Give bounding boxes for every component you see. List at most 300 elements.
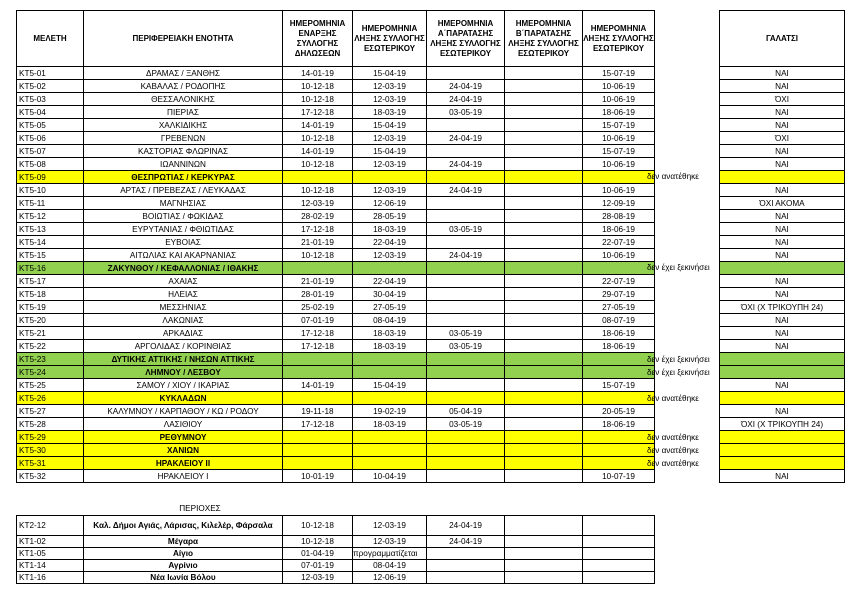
row-region: ΑΡΤΑΣ / ΠΡΕΒΕΖΑΣ / ΛΕΥΚΑΔΑΣ [84,184,283,197]
row-code: ΚΤ5-01 [17,67,84,80]
row-end-date: 15-04-19 [353,119,427,132]
row-end-date: 22-04-19 [353,236,427,249]
row-start-date: 12-03-19 [283,197,353,210]
row-note: δεν έχει ξεκινήσει [647,263,710,273]
galatsi-row [720,145,845,158]
row-start-date: 10-12-18 [283,93,353,106]
area-empty [583,572,655,584]
row-a-extension [427,119,505,132]
row-b-extension [505,392,583,405]
areas-title: ΠΕΡΙΟΧΕΣ [179,504,221,513]
row-start-date: 17-12-18 [283,340,353,353]
row-region: ΡΕΘΥΜΝΟΥ [84,431,283,444]
row-end-date: 18-03-19 [353,106,427,119]
table-row [17,457,655,470]
table-row [17,210,655,223]
area-code: ΚΤ1-05 [17,548,84,560]
row-region: ΣΑΜΟΥ / ΧΙΟΥ / ΙΚΑΡΙΑΣ [84,379,283,392]
table-row [17,340,655,353]
row-code: ΚΤ5-05 [17,119,84,132]
row-end2-date: 10-06-19 [583,158,655,171]
row-start-date: 17-12-18 [283,106,353,119]
row-end2-date: 10-06-19 [583,184,655,197]
row-end2-date: 10-06-19 [583,80,655,93]
row-a-extension: 24-04-19 [427,184,505,197]
header-b-paratasi: ΗΜΕΡΟΜΗΝΙΑ Β΄ΠΑΡΑΤΑΣΗΣ ΛΗΞΗΣ ΣΥΛΛΟΓΗΣ ΕΣΩΤΕΡΙΚΟΥ [505,11,583,67]
table-row [17,366,655,379]
row-region: ΓΡΕΒΕΝΩΝ [84,132,283,145]
row-code: ΚΤ5-03 [17,93,84,106]
row-code: ΚΤ5-28 [17,418,84,431]
galatsi-table [719,10,845,483]
area-a-extension [427,560,505,572]
header-lixi: ΗΜΕΡΟΜΗΝΙΑ ΛΗΞΗΣ ΣΥΛΛΟΓΗΣ ΕΣΩΤΕΡΙΚΟΥ [353,11,427,67]
row-end-date: 30-04-19 [353,288,427,301]
galatsi-row [720,249,845,262]
galatsi-value: ΌΧΙ (Χ ΤΡΙΚΟΥΠΗ 24) [720,301,845,314]
row-b-extension [505,236,583,249]
row-note: δεν ανατέθηκε [647,393,699,403]
row-code: ΚΤ5-11 [17,197,84,210]
row-a-extension [427,457,505,470]
row-b-extension [505,80,583,93]
row-end2-date: 22-07-19 [583,236,655,249]
row-note: δεν ανατέθηκε [647,458,699,468]
row-start-date: 17-12-18 [283,223,353,236]
row-a-extension [427,236,505,249]
row-start-date: 14-01-19 [283,145,353,158]
galatsi-value [720,366,845,379]
galatsi-row [720,158,845,171]
row-end2-date: 10-06-19 [583,93,655,106]
row-start-date: 10-01-19 [283,470,353,483]
row-end-date: 27-05-19 [353,301,427,314]
area-name: Καλ. Δήμοι Αγιάς, Λάρισας, Κιλελέρ, Φάρσαλα [84,516,283,536]
row-a-extension: 03-05-19 [427,106,505,119]
area-a-extension [427,548,505,560]
row-code: ΚΤ5-08 [17,158,84,171]
row-region: ΗΡΑΚΛΕΙΟΥ ΙΙ [84,457,283,470]
areas-table [16,515,655,584]
galatsi-row [720,262,845,275]
table-row [17,444,655,457]
row-region: ΘΕΣΣΑΛΟΝΙΚΗΣ [84,93,283,106]
row-note: δεν ανατέθηκε [647,445,699,455]
row-end2-date [583,353,655,366]
galatsi-value: ΝΑΙ [720,145,845,158]
galatsi-row [720,210,845,223]
row-b-extension [505,67,583,80]
galatsi-value: ΝΑΙ [720,236,845,249]
row-code: ΚΤ5-04 [17,106,84,119]
row-region: ΙΩΑΝΝΙΝΩΝ [84,158,283,171]
main-table [16,10,655,483]
area-row [17,516,655,536]
area-name: Νέα Ιωνία Βόλου [84,572,283,584]
galatsi-value [720,353,845,366]
row-b-extension [505,470,583,483]
row-end2-date [583,431,655,444]
area-empty [505,548,583,560]
row-b-extension [505,301,583,314]
row-a-extension [427,366,505,379]
galatsi-row [720,197,845,210]
row-end-date: 18-03-19 [353,418,427,431]
galatsi-value: ΝΑΙ [720,379,845,392]
table-row [17,262,655,275]
galatsi-value: ΌΧΙ (Χ ΤΡΙΚΟΥΠΗ 24) [720,418,845,431]
table-row [17,80,655,93]
row-b-extension [505,327,583,340]
row-b-extension [505,418,583,431]
row-a-extension: 24-04-19 [427,249,505,262]
row-code: ΚΤ5-12 [17,210,84,223]
galatsi-value: ΝΑΙ [720,67,845,80]
table-row [17,223,655,236]
area-start-date: 07-01-19 [283,560,353,572]
area-row [17,572,655,584]
row-code: ΚΤ5-24 [17,366,84,379]
row-b-extension [505,145,583,158]
row-a-extension [427,353,505,366]
table-row [17,275,655,288]
table-row [17,106,655,119]
galatsi-row [720,80,845,93]
table-row [17,197,655,210]
row-a-extension: 03-05-19 [427,340,505,353]
galatsi-row [720,418,845,431]
row-b-extension [505,132,583,145]
row-end-date: 15-04-19 [353,145,427,158]
row-a-extension: 24-04-19 [427,93,505,106]
row-region: ΜΕΣΣΗΝΙΑΣ [84,301,283,314]
row-a-extension [427,67,505,80]
table-row [17,119,655,132]
row-end-date [353,262,427,275]
row-code: ΚΤ5-09 [17,171,84,184]
galatsi-row [720,67,845,80]
row-start-date: 07-01-19 [283,314,353,327]
row-end2-date: 18-06-19 [583,106,655,119]
row-region: ΑΧΑΙΑΣ [84,275,283,288]
row-note: δεν έχει ξεκινήσει [647,354,710,364]
header-enarxi: ΗΜΕΡΟΜΗΝΙΑ ΕΝΑΡΞΗΣ ΣΥΛΛΟΓΗΣ ΔΗΛΩΣΕΩΝ [283,11,353,67]
row-start-date: 25-02-19 [283,301,353,314]
row-start-date [283,171,353,184]
row-code: ΚΤ5-06 [17,132,84,145]
row-region: ΚΑΣΤΟΡΙΑΣ ΦΛΩΡΙΝΑΣ [84,145,283,158]
row-start-date: 10-12-18 [283,184,353,197]
row-code: ΚΤ5-13 [17,223,84,236]
row-a-extension [427,145,505,158]
row-end2-date: 15-07-19 [583,145,655,158]
row-end2-date: 22-07-19 [583,275,655,288]
area-end-date: 08-04-19 [353,560,427,572]
row-region: ΘΕΣΠΡΩΤΙΑΣ / ΚΕΡΚΥΡΑΣ [84,171,283,184]
row-code: ΚΤ5-31 [17,457,84,470]
row-end-date: 12-03-19 [353,80,427,93]
row-b-extension [505,184,583,197]
galatsi-value: ΝΑΙ [720,327,845,340]
row-end2-date: 29-07-19 [583,288,655,301]
row-end2-date: 18-06-19 [583,223,655,236]
galatsi-value: ΝΑΙ [720,275,845,288]
galatsi-row [720,392,845,405]
table-row [17,288,655,301]
area-empty [505,536,583,548]
row-code: ΚΤ5-25 [17,379,84,392]
row-start-date: 14-01-19 [283,119,353,132]
galatsi-value [720,171,845,184]
row-end-date: 10-04-19 [353,470,427,483]
galatsi-value: ΝΑΙ [720,210,845,223]
row-note: δεν ανατέθηκε [647,432,699,442]
galatsi-value: ΝΑΙ [720,249,845,262]
row-region: ΑΙΤΩΛΙΑΣ ΚΑΙ ΑΚΑΡΝΑΝΙΑΣ [84,249,283,262]
row-code: ΚΤ5-22 [17,340,84,353]
row-end-date: 28-05-19 [353,210,427,223]
galatsi-value: ΝΑΙ [720,184,845,197]
table-row [17,171,655,184]
galatsi-value [720,431,845,444]
row-end-date: 12-06-19 [353,197,427,210]
row-end2-date: 18-06-19 [583,418,655,431]
row-end2-date: 10-06-19 [583,132,655,145]
area-a-extension: 24-04-19 [427,516,505,536]
area-empty [583,548,655,560]
row-code: ΚΤ5-15 [17,249,84,262]
row-code: ΚΤ5-18 [17,288,84,301]
table-row [17,93,655,106]
row-code: ΚΤ5-16 [17,262,84,275]
galatsi-value: ΌΧΙ ΑΚΟΜΑ [720,197,845,210]
row-b-extension [505,366,583,379]
row-a-extension [427,392,505,405]
table-row [17,67,655,80]
row-start-date: 21-01-19 [283,236,353,249]
galatsi-row [720,431,845,444]
row-end-date [353,457,427,470]
row-a-extension [427,301,505,314]
row-start-date [283,444,353,457]
row-end-date: 18-03-19 [353,327,427,340]
galatsi-row [720,171,845,184]
galatsi-row [720,457,845,470]
row-region: ΚΥΚΛΑΔΩΝ [84,392,283,405]
header-lixi2: ΗΜΕΡΟΜΗΝΙΑ ΛΗΞΗΣ ΣΥΛΛΟΓΗΣ ΕΣΩΤΕΡΙΚΟΥ [583,11,655,67]
row-b-extension [505,340,583,353]
area-a-extension: 24-04-19 [427,536,505,548]
area-row [17,560,655,572]
row-start-date [283,431,353,444]
row-region: ΔΥΤΙΚΗΣ ΑΤΤΙΚΗΣ / ΝΗΣΩΝ ΑΤΤΙΚΗΣ [84,353,283,366]
row-end2-date: 08-07-19 [583,314,655,327]
row-end-date: 15-04-19 [353,67,427,80]
row-a-extension: 05-04-19 [427,405,505,418]
header-galatsi: ΓΑΛΑΤΣΙ [720,11,845,67]
galatsi-row [720,301,845,314]
table-row [17,158,655,171]
row-code: ΚΤ5-02 [17,80,84,93]
galatsi-value: ΝΑΙ [720,119,845,132]
row-region: ΕΥΡΥΤΑΝΙΑΣ / ΦΘΙΩΤΙΔΑΣ [84,223,283,236]
row-code: ΚΤ5-21 [17,327,84,340]
row-region: ΗΛΕΙΑΣ [84,288,283,301]
row-start-date [283,262,353,275]
row-a-extension [427,379,505,392]
table-row [17,327,655,340]
galatsi-value [720,444,845,457]
row-start-date: 14-01-19 [283,379,353,392]
row-start-date: 10-12-18 [283,249,353,262]
galatsi-row [720,184,845,197]
row-end2-date [583,171,655,184]
galatsi-row [720,132,845,145]
row-region: ΕΥΒΟΙΑΣ [84,236,283,249]
row-a-extension: 03-05-19 [427,327,505,340]
row-start-date: 10-12-18 [283,132,353,145]
row-end-date [353,366,427,379]
area-row [17,536,655,548]
area-a-extension [427,572,505,584]
galatsi-row [720,379,845,392]
row-end-date: 12-03-19 [353,184,427,197]
row-b-extension [505,405,583,418]
galatsi-value: ΌΧΙ [720,93,845,106]
row-start-date: 28-02-19 [283,210,353,223]
row-start-date [283,366,353,379]
row-code: ΚΤ5-17 [17,275,84,288]
area-empty [583,536,655,548]
row-end-date: 19-02-19 [353,405,427,418]
row-start-date: 28-01-19 [283,288,353,301]
row-region: ΛΑΚΩΝΙΑΣ [84,314,283,327]
row-start-date: 19-11-18 [283,405,353,418]
row-region: ΜΑΓΝΗΣΙΑΣ [84,197,283,210]
row-b-extension [505,93,583,106]
header-melethi: ΜΕΛΕΤΗ [17,11,84,67]
row-start-date: 21-01-19 [283,275,353,288]
row-note: δεν ανατέθηκε [647,172,699,182]
table-row [17,314,655,327]
row-b-extension [505,444,583,457]
row-a-extension [427,275,505,288]
row-region: ΚΑΒΑΛΑΣ / ΡΟΔΟΠΗΣ [84,80,283,93]
row-b-extension [505,379,583,392]
galatsi-value: ΝΑΙ [720,470,845,483]
area-name: Μέγαρα [84,536,283,548]
row-note: δεν έχει ξεκινήσει [647,367,710,377]
row-end2-date [583,457,655,470]
row-end-date [353,171,427,184]
galatsi-value [720,457,845,470]
row-start-date: 17-12-18 [283,418,353,431]
header-periferiaki: ΠΕΡΙΦΕΡΕΙΑΚΗ ΕΝΟΤΗΤΑ [84,11,283,67]
row-b-extension [505,262,583,275]
row-end2-date [583,392,655,405]
row-start-date [283,353,353,366]
row-code: ΚΤ5-29 [17,431,84,444]
row-region: ΗΡΑΚΛΕΙΟΥ Ι [84,470,283,483]
area-code: ΚΤ1-14 [17,560,84,572]
galatsi-row [720,314,845,327]
row-a-extension: 03-05-19 [427,223,505,236]
row-region: ΛΗΜΝΟΥ / ΛΕΣΒΟΥ [84,366,283,379]
galatsi-row [720,93,845,106]
row-end-date [353,431,427,444]
row-b-extension [505,275,583,288]
area-row [17,548,655,560]
galatsi-row [720,223,845,236]
row-b-extension [505,223,583,236]
row-b-extension [505,353,583,366]
galatsi-row [720,444,845,457]
galatsi-value: ΝΑΙ [720,340,845,353]
row-start-date [283,457,353,470]
row-region: ΧΑΝΙΩΝ [84,444,283,457]
row-end-date: 22-04-19 [353,275,427,288]
row-a-extension: 24-04-19 [427,132,505,145]
galatsi-row [720,470,845,483]
row-a-extension [427,314,505,327]
area-empty [583,516,655,536]
row-region: ΖΑΚΥΝΘΟΥ / ΚΕΦΑΛΛΟΝΙΑΣ / ΙΘΑΚΗΣ [84,262,283,275]
area-end-date: 12-03-19 [353,516,427,536]
row-a-extension [427,262,505,275]
area-code: ΚΤ1-02 [17,536,84,548]
row-a-extension: 24-04-19 [427,158,505,171]
row-end2-date: 18-06-19 [583,340,655,353]
row-end2-date [583,366,655,379]
row-region: ΧΑΛΚΙΔΙΚΗΣ [84,119,283,132]
row-region: ΑΡΓΟΛΙΔΑΣ / ΚΟΡΙΝΘΙΑΣ [84,340,283,353]
row-a-extension [427,431,505,444]
row-b-extension [505,158,583,171]
row-end2-date: 12-09-19 [583,197,655,210]
row-start-date: 14-01-19 [283,67,353,80]
area-name: Αίγιο [84,548,283,560]
row-b-extension [505,171,583,184]
row-end-date [353,353,427,366]
row-end-date: 18-03-19 [353,340,427,353]
table-row [17,236,655,249]
area-end-date: 12-03-19 [353,536,427,548]
galatsi-row [720,119,845,132]
row-code: ΚΤ5-27 [17,405,84,418]
row-region: ΑΡΚΑΔΙΑΣ [84,327,283,340]
row-code: ΚΤ5-07 [17,145,84,158]
area-empty [505,516,583,536]
row-end2-date [583,262,655,275]
row-a-extension: 03-05-19 [427,418,505,431]
row-b-extension [505,249,583,262]
row-end-date: 15-04-19 [353,379,427,392]
row-end2-date: 28-08-19 [583,210,655,223]
area-code: ΚΤ2-12 [17,516,84,536]
row-end-date: 12-03-19 [353,132,427,145]
row-start-date: 10-12-18 [283,158,353,171]
row-code: ΚΤ5-20 [17,314,84,327]
row-b-extension [505,457,583,470]
table-row [17,431,655,444]
row-end2-date: 10-06-19 [583,249,655,262]
row-start-date: 10-12-18 [283,80,353,93]
row-end2-date: 18-06-19 [583,327,655,340]
row-region: ΒΟΙΩΤΙΑΣ / ΦΩΚΙΔΑΣ [84,210,283,223]
row-b-extension [505,288,583,301]
row-region: ΛΑΣΙΘΙΟΥ [84,418,283,431]
table-row [17,145,655,158]
